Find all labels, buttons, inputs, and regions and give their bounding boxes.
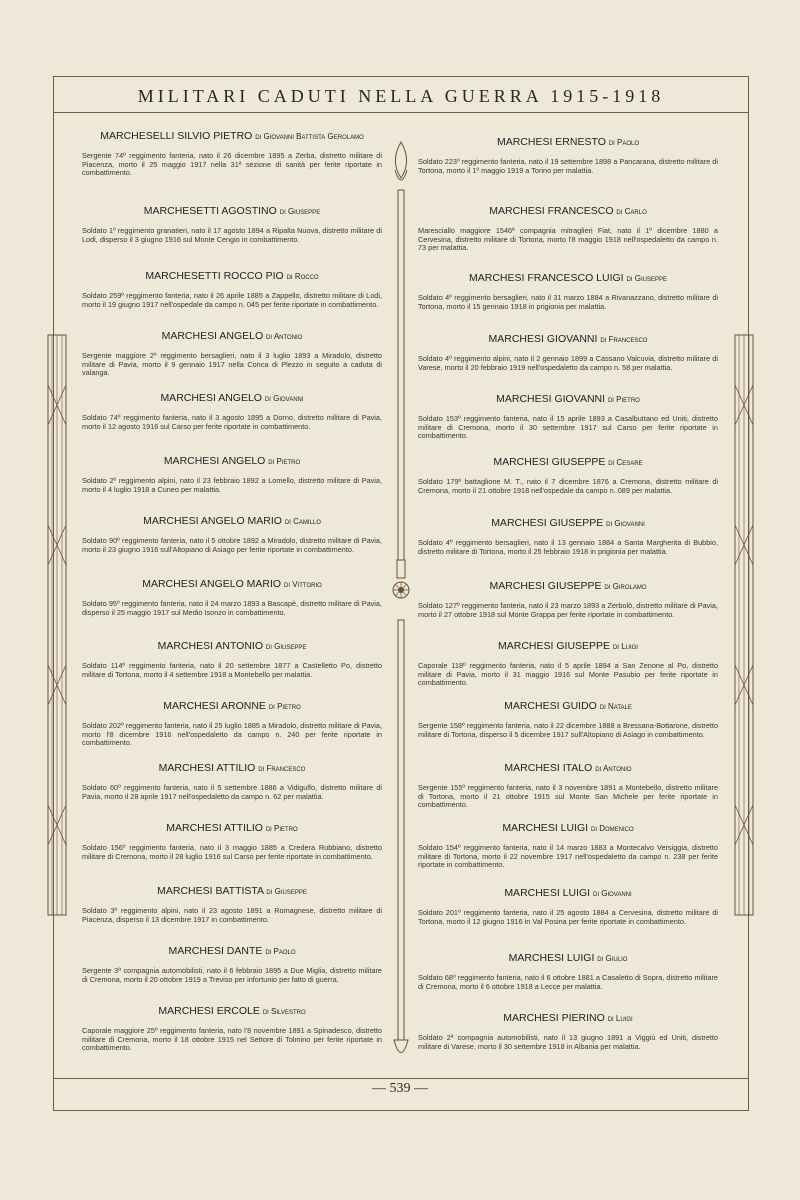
record-text: Sergente 74º reggimento fanteria, nato il 26 dicembre 1895 a Zerba, distretto militare di Piacenza, morto il 25 maggio 1917 nella 31ª sezione di sanità per ferite riportate in combattimento. <box>82 151 382 178</box>
record-name <box>418 333 718 346</box>
record-text: Soldato 3º reggimento alpini, nato il 23 agosto 1891 a Romagnese, distretto militare di Piacenza, disperso il 13 dicembre 1917 in combattimento. <box>82 906 382 924</box>
soldier-name: MARCHESI GIOVANNI <box>496 393 606 405</box>
record-name <box>418 580 718 593</box>
soldier-name: MARCHESI PIERINO <box>503 1012 605 1024</box>
record-name <box>418 887 718 900</box>
soldier-name: MARCHESI ANGELO <box>161 330 264 342</box>
soldier-name: MARCHESI LUIGI <box>504 887 591 899</box>
record-text: Soldato 223º reggimento fanteria, nato il 19 settembre 1898 a Pancarana, distretto militare di Tortona, morto il 1º maggio 1919 a Torino per malattia. <box>418 157 718 175</box>
record-entry <box>82 270 382 309</box>
record-text: Soldato 90º reggimento fanteria, nato il 5 ottobre 1892 a Miradolo, distretto militare di Pavia, morto il 23 giugno 1916 sull'Altopiano di Asiago per ferite riportate in combattimento. <box>82 536 382 554</box>
fasces-icon <box>731 325 757 925</box>
parent-name: di Giovanni <box>606 519 645 528</box>
record-text: Sergente 158º reggimento fanteria, nato il 22 dicembre 1888 a Bressana-Bottarone, distretto militare di Tortona, disperso il 5 dicembre 1917 sull'Altopiano di Asiago in combattimento. <box>418 721 718 739</box>
parent-name: di Francesco <box>258 764 306 773</box>
record-entry <box>82 130 382 178</box>
parent-name: di Camillo <box>284 517 321 526</box>
parent-name: di Giovanni <box>593 889 632 898</box>
record-text: Soldato 68º reggimento fanteria, nato il 6 ottobre 1881 a Casaletto di Sopra, distretto militare di Cremona, morto il 6 ottobre 1918 a Lecce per malattia. <box>418 973 718 991</box>
record-text: Soldato 259º reggimento fanteria, nato il 26 aprile 1885 a Zappello, distretto militare di Lodi, morto il 19 giugno 1917 nell'ospedale da campo n. 045 per ferite riportate in combattimento. <box>82 291 382 309</box>
record-entry <box>418 136 718 175</box>
parent-name: di Pietro <box>265 824 298 833</box>
record-entry <box>82 578 382 617</box>
parent-name: di Giuseppe <box>279 207 321 216</box>
record-name <box>418 393 718 406</box>
soldier-name: MARCHESI ARONNE <box>163 700 266 712</box>
page-title: MILITARI CADUTI NELLA GUERRA 1915-1918 <box>137 86 665 106</box>
soldier-name: MARCHESI ANGELO MARIO <box>143 515 282 527</box>
parent-name: di Antonio <box>595 764 632 773</box>
soldier-name: MARCHESI DANTE <box>168 945 263 957</box>
parent-name: di Paolo <box>265 947 296 956</box>
parent-name: di Giovanni <box>264 394 304 403</box>
parent-name: di Cesare <box>608 458 643 467</box>
parent-name: di Giuseppe <box>266 887 307 896</box>
record-entry <box>82 515 382 554</box>
record-entry <box>418 762 718 810</box>
record-name <box>82 515 382 528</box>
parent-name: di Rocco <box>286 272 319 281</box>
record-name <box>82 392 382 405</box>
record-entry <box>418 393 718 441</box>
record-name <box>418 136 718 149</box>
record-name <box>82 330 382 343</box>
record-text: Soldato 127º reggimento fanteria, nato il 23 marzo 1893 a Zerbolò, distretto militare di Pavia, morto il 27 ottobre 1918 sul Monte Grappa per ferite riportate in combattimento. <box>418 601 718 619</box>
soldier-name: MARCHESI GIUSEPPE <box>489 580 602 592</box>
parent-name: di Pietro <box>268 457 301 466</box>
record-name <box>82 130 382 143</box>
parent-name: di Natale <box>599 702 632 711</box>
parent-name: di Francesco <box>600 335 648 344</box>
record-name <box>82 945 382 958</box>
record-entry <box>418 517 718 556</box>
record-entry <box>82 885 382 924</box>
soldier-name: MARCHESI GUIDO <box>504 700 597 712</box>
record-entry <box>82 205 382 244</box>
record-name <box>418 517 718 530</box>
record-name <box>418 1012 718 1025</box>
parent-name: di Luigi <box>607 1014 633 1023</box>
record-entry <box>418 822 718 870</box>
record-text: Caporale maggiore 25º reggimento fanteria, nato l'8 novembre 1891 a Spinadesco, distretto militare di Cremona, morto il 18 ottobre 1915 nel Settore di Tolmino per ferite riportate in combattimento. <box>82 1026 382 1053</box>
record-entry <box>82 700 382 748</box>
record-entry <box>418 272 718 311</box>
record-text: Soldato 153º reggimento fanteria, nato il 15 aprile 1893 a Casalbuttano ed Uniti, distretto militare di Cremona, morto il 30 settembre 1917 sul Carso per ferite riportate in combattimento. <box>418 414 718 441</box>
page-number: — 539 — <box>372 1081 428 1096</box>
soldier-name: MARCHESI GIUSEPPE <box>491 517 604 529</box>
record-text: Soldato 156º reggimento fanteria, nato il 3 maggio 1885 a Credera Rubbiano, distretto militare di Cremona, morto il 28 luglio 1916 sul Carso per ferite riportate in combattimento. <box>82 843 382 861</box>
record-name <box>82 270 382 283</box>
torch-icon <box>389 140 413 1070</box>
parent-name: di Pietro <box>607 395 640 404</box>
soldier-name: MARCHESI FRANCESCO LUIGI <box>469 272 624 284</box>
parent-name: di Antonio <box>266 332 303 341</box>
soldier-name: MARCHESI ANTONIO <box>157 640 263 652</box>
record-entry <box>418 580 718 619</box>
soldier-name: MARCHESI GIOVANNI <box>488 333 598 345</box>
soldier-name: MARCHESI ANGELO <box>163 455 266 467</box>
record-name <box>82 1005 382 1018</box>
record-name <box>82 455 382 468</box>
soldier-name: MARCHESI ITALO <box>504 762 593 774</box>
record-name <box>82 885 382 898</box>
rosette-icon <box>391 580 411 600</box>
record-name <box>82 762 382 775</box>
record-text: Soldato 74º reggimento fanteria, nato il 3 agosto 1895 a Dorno, distretto militare di Pavia, morto il 12 agosto 1916 sul Carso per ferite riportate in combattimento. <box>82 413 382 431</box>
parent-name: di Paolo <box>608 138 640 147</box>
record-text: Sergente maggiore 2º reggimento bersaglieri, nato il 3 luglio 1893 a Miradolo, distretto militare di Pavia, morto il 9 gennaio 1917 nella Conca di Plezzo in seguito a caduta di valanga. <box>82 351 382 378</box>
record-entry <box>418 456 718 495</box>
record-entry <box>418 952 718 991</box>
record-text: Soldato 2º reggimento alpini, nato il 23 febbraio 1892 a Lomello, distretto militare di Pavia, morto il 4 luglio 1918 a Cuneo per malattia. <box>82 476 382 494</box>
record-entry <box>418 1012 718 1051</box>
record-name <box>418 272 718 285</box>
record-text: Soldato 1º reggimento granatieri, nato il 17 agosto 1894 a Ripalta Nuova, distretto militare di Lodi, disperso il 3 giugno 1916 sul Monte Cengio in combattimento. <box>82 226 382 244</box>
record-text: Caporale 118º reggimento fanteria, nato il 5 aprile 1894 a San Zenone al Po, distretto militare di Pavia, morto il 31 maggio 1916 sul Monte Pasubio per ferite riportate in combattimento. <box>418 661 718 688</box>
soldier-name: MARCHESI ERCOLE <box>158 1005 260 1017</box>
parent-name: di Giuseppe <box>265 642 307 651</box>
soldier-name: MARCHESI ANGELO MARIO <box>142 578 282 590</box>
record-entry <box>82 1005 382 1053</box>
record-text: Soldato 95º reggimento fanteria, nato il 24 marzo 1893 a Bascapè, distretto militare di Pavia, disperso il 25 maggio 1917 sul Medio Isonzo in combattimento. <box>82 599 382 617</box>
record-entry <box>418 333 718 372</box>
record-text: Soldato 4º reggimento alpini, nato il 2 gennaio 1899 a Cassano Valcuvia, distretto militare di Varese, morto il 20 febbraio 1919 nell'ospedaletto da campo n. 58 per malattia. <box>418 354 718 372</box>
record-entry <box>82 945 382 984</box>
footer-rule <box>53 1078 749 1079</box>
parent-name: di Pietro <box>268 702 301 711</box>
parent-name: di Carlo <box>616 207 647 216</box>
parent-name: di Domenico <box>591 824 634 833</box>
record-text: Sergente 155º reggimento fanteria, nato il 3 novembre 1891 a Montebello, distretto militare di Tortona, morto il 21 ottobre 1915 sul Monte San Michele per ferite riportate in combattimento. <box>418 783 718 810</box>
soldier-name: MARCHESI ATTILIO <box>166 822 263 834</box>
soldier-name: MARCHESI ATTILIO <box>158 762 256 774</box>
record-entry <box>82 455 382 494</box>
soldier-name: MARCHESETTI ROCCO PIO <box>145 270 284 282</box>
record-text: Soldato 154º reggimento fanteria, nato il 14 marzo 1883 a Montecalvo Versiggia, distretto militare di Tortona, morto il 22 novembre 1917 nell'ospedaletto da campo n. 238 per ferite riportate in combattimento. <box>418 843 718 870</box>
soldier-name: MARCHESI BATTISTA <box>157 885 264 897</box>
parent-name: di Giulio <box>597 954 628 963</box>
record-text: Soldato 114º reggimento fanteria, nato il 20 settembre 1877 a Castelletto Po, distretto militare di Tortona, morto il 4 settembre 1918 a Montebello per malattia. <box>82 661 382 679</box>
parent-name: di Giuseppe <box>626 274 667 283</box>
record-text: Soldato 4º reggimento bersaglieri, nato il 31 marzo 1884 a Rivanazzano, distretto militare di Tortona, morto il 15 gennaio 1918 in prigionia per malattia. <box>418 293 718 311</box>
record-name <box>418 952 718 965</box>
record-entry <box>82 330 382 378</box>
record-name <box>418 700 718 713</box>
record-name <box>418 640 718 653</box>
record-name <box>418 205 718 218</box>
record-entry <box>82 762 382 801</box>
record-entry <box>418 640 718 688</box>
record-entry <box>418 205 718 253</box>
fasces-icon <box>44 325 70 925</box>
parent-name: di Luigi <box>612 642 638 651</box>
parent-name: di Giovanni Battista Gerolamo <box>255 132 364 141</box>
record-text: Soldato 201º reggimento fanteria, nato il 25 agosto 1884 a Cervesina, distretto militare di Tortona, morto il 12 giugno 1916 in Val Posina per ferite riportate in combattimento. <box>418 908 718 926</box>
record-text: Soldato 179º battaglione M. T., nato il 7 dicembre 1876 a Cremona, distretto militare di Cremona, morto il 21 ottobre 1918 nell'ospedale da campo n. 089 per malattia. <box>418 477 718 495</box>
record-text: Soldato 202º reggimento fanteria, nato il 25 luglio 1885 a Miradolo, distretto militare di Pavia, morto l'8 dicembre 1916 nell'ospedaletto da campo n. 240 per ferite riportate in combattimento. <box>82 721 382 748</box>
record-name <box>418 822 718 835</box>
soldier-name: MARCHESI FRANCESCO <box>489 205 614 217</box>
record-text: Maresciallo maggiore 1546ª compagnia mitraglieri Fiat, nato il 1º dicembre 1880 a Cervesina, distretto militare di Tortona, morto l'8 maggio 1918 nell'ospedaletto da campo n. 73 per malattia. <box>418 226 718 253</box>
record-text: Soldato 2ª compagnia automobilisti, nato il 13 giugno 1891 a Viggiù ed Uniti, distretto militare di Varese, morto il 30 settembre 1918 in Albania per malattia. <box>418 1033 718 1051</box>
record-text: Soldato 60º reggimento fanteria, nato il 5 settembre 1886 a Vidigulfo, distretto militare di Pavia, morto il 28 aprile 1917 nell'ospedaletto da campo n. 62 per malattia. <box>82 783 382 801</box>
soldier-name: MARCHESI LUIGI <box>502 822 589 834</box>
record-entry <box>82 392 382 431</box>
soldier-name: MARCHESI GIUSEPPE <box>493 456 606 468</box>
record-text: Soldato 4º reggimento bersaglieri, nato il 13 gennaio 1884 a Santa Margherita di Bubbio, distretto militare di Tortona, morto il 25 febbraio 1918 in prigionia per malattia. <box>418 538 718 556</box>
parent-name: di Silvestro <box>262 1007 306 1016</box>
record-name <box>82 700 382 713</box>
record-name <box>82 205 382 218</box>
record-name <box>418 762 718 775</box>
parent-name: di Vittorio <box>284 580 322 589</box>
record-name <box>82 640 382 653</box>
soldier-name: MARCHESELLI SILVIO PIETRO <box>100 130 253 142</box>
record-entry <box>82 640 382 679</box>
soldier-name: MARCHESI ERNESTO <box>496 136 606 148</box>
title-bar <box>53 80 749 113</box>
soldier-name: MARCHESI GIUSEPPE <box>498 640 611 652</box>
record-entry <box>418 700 718 739</box>
record-entry <box>418 887 718 926</box>
soldier-name: MARCHESETTI AGOSTINO <box>143 205 277 217</box>
record-name <box>82 822 382 835</box>
record-entry <box>82 822 382 861</box>
soldier-name: MARCHESI LUIGI <box>508 952 595 964</box>
record-name <box>82 578 382 591</box>
record-text: Sergente 3ª compagnia automobilisti, nato il 6 febbraio 1895 a Due Miglia, distretto militare di Cremona, morto il 20 ottobre 1919 a Treviso per infortunio per fatto di guerra. <box>82 966 382 984</box>
record-name <box>418 456 718 469</box>
parent-name: di Girolamo <box>604 582 647 591</box>
soldier-name: MARCHESI ANGELO <box>160 392 262 404</box>
